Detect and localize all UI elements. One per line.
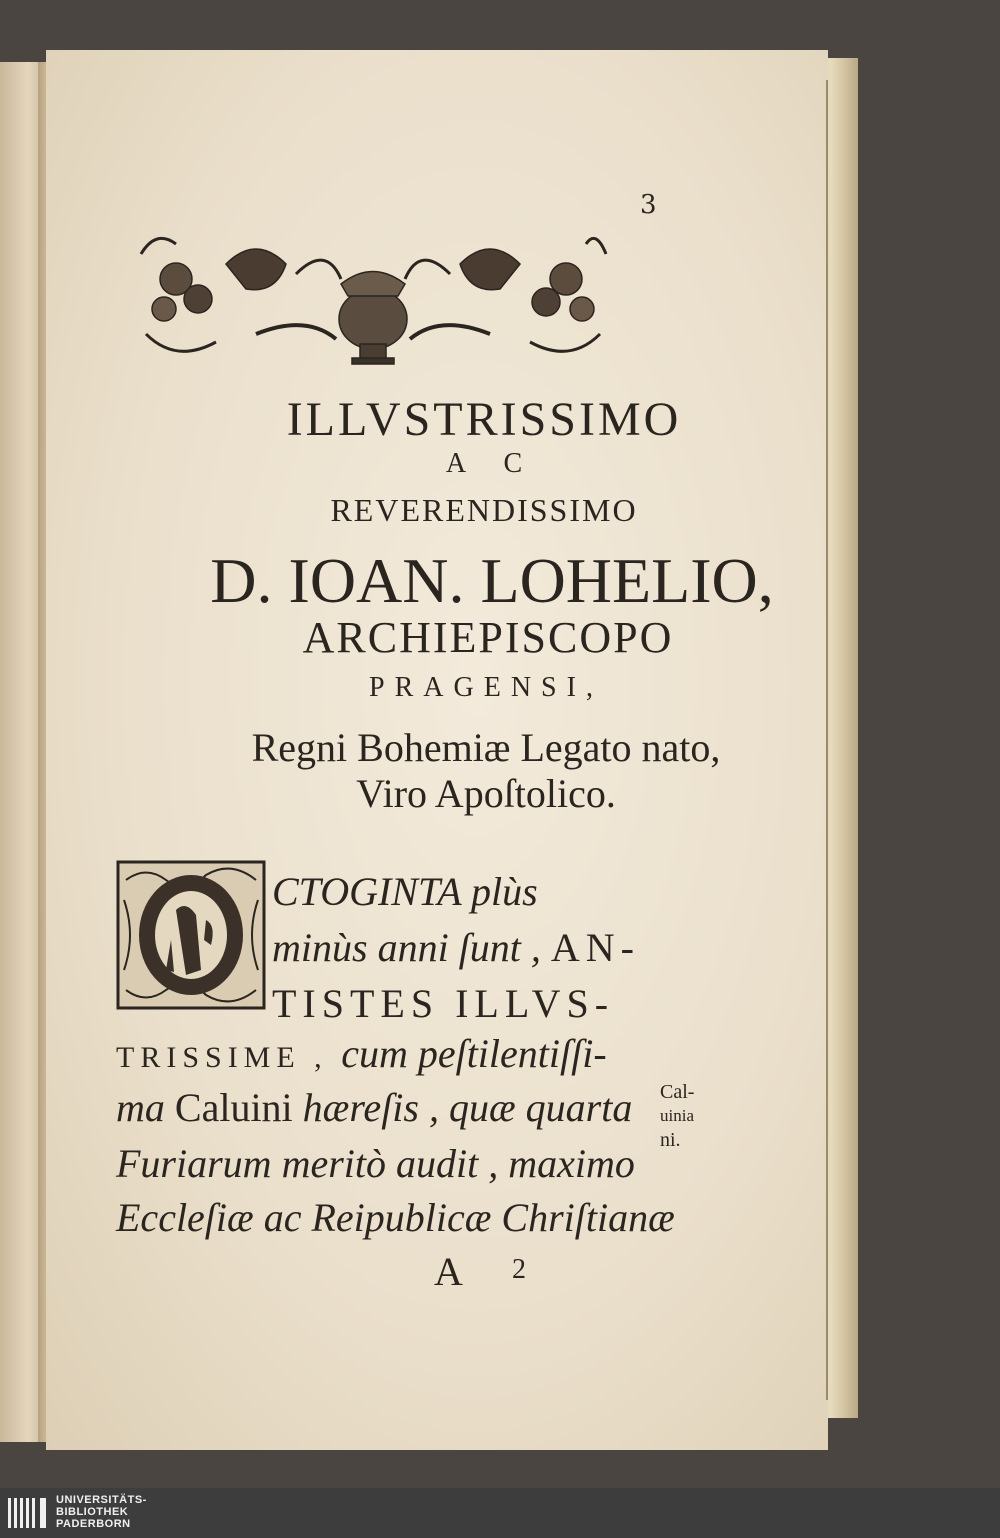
title-line-viro: Viro Apoſtolico. (356, 771, 616, 816)
marginal-note-2: uinia (660, 1106, 694, 1125)
page-number: 3 (640, 190, 657, 220)
title-line-pragensi: PRAGENSI, (369, 672, 603, 703)
body-line-4-caps: TRISSIME , (116, 1041, 342, 1074)
title-line-ac: A C (445, 448, 539, 479)
signature-number: 2 (512, 1254, 526, 1285)
body-line-3: TISTES ILLVS- (272, 981, 615, 1026)
headpiece-ornament (136, 224, 610, 366)
body-line-4-italic: cum peſtilentiſſi- (341, 1031, 607, 1076)
decorated-initial-o (116, 860, 266, 1010)
body-line-1: CTOGINTA plùs (272, 869, 538, 914)
marginal-note-1: Cal- (660, 1081, 695, 1103)
library-logo-icon (8, 1496, 48, 1530)
title-line-name: D. IOAN. LOHELIO, (210, 545, 774, 616)
marginal-note-3: ni. (660, 1129, 681, 1151)
signature-letter: A (434, 1249, 463, 1294)
body-line-7: Eccleſiæ ac Reipublicæ Chriſtianæ (116, 1195, 675, 1240)
body-line-2-italic: minùs anni ſunt , (272, 925, 551, 970)
body-line-6: Furiarum meritò audit , maximo (116, 1141, 635, 1186)
title-line-reverendissimo: REVERENDISSIMO (330, 492, 638, 528)
library-name (56, 1494, 147, 1530)
body-line-5-italic-b: hæreſis , quæ quarta (302, 1085, 633, 1130)
title-line-illustrissimo: ILLVSTRISSIMO (286, 393, 682, 446)
body-line-5-italic-a: ma (116, 1085, 175, 1130)
library-footer-bar (0, 1488, 1000, 1538)
body-line-2 (272, 924, 640, 971)
title-line-regni: Regni Bohemiæ Legato nato, (251, 725, 721, 770)
library-name-line-2: BIBLIOTHEK (56, 1506, 129, 1518)
body-line-5 (116, 1084, 632, 1131)
body-line-5-roman: Caluini (174, 1085, 303, 1130)
body-line-4 (116, 1030, 607, 1077)
library-name-line-3: PADERBORN (56, 1518, 131, 1530)
title-line-archiepiscopo: ARCHIEPISCOPO (302, 613, 674, 662)
body-line-2-caps: AN- (550, 925, 640, 970)
library-name-line-1: UNIVERSITÄTS- (56, 1494, 147, 1506)
